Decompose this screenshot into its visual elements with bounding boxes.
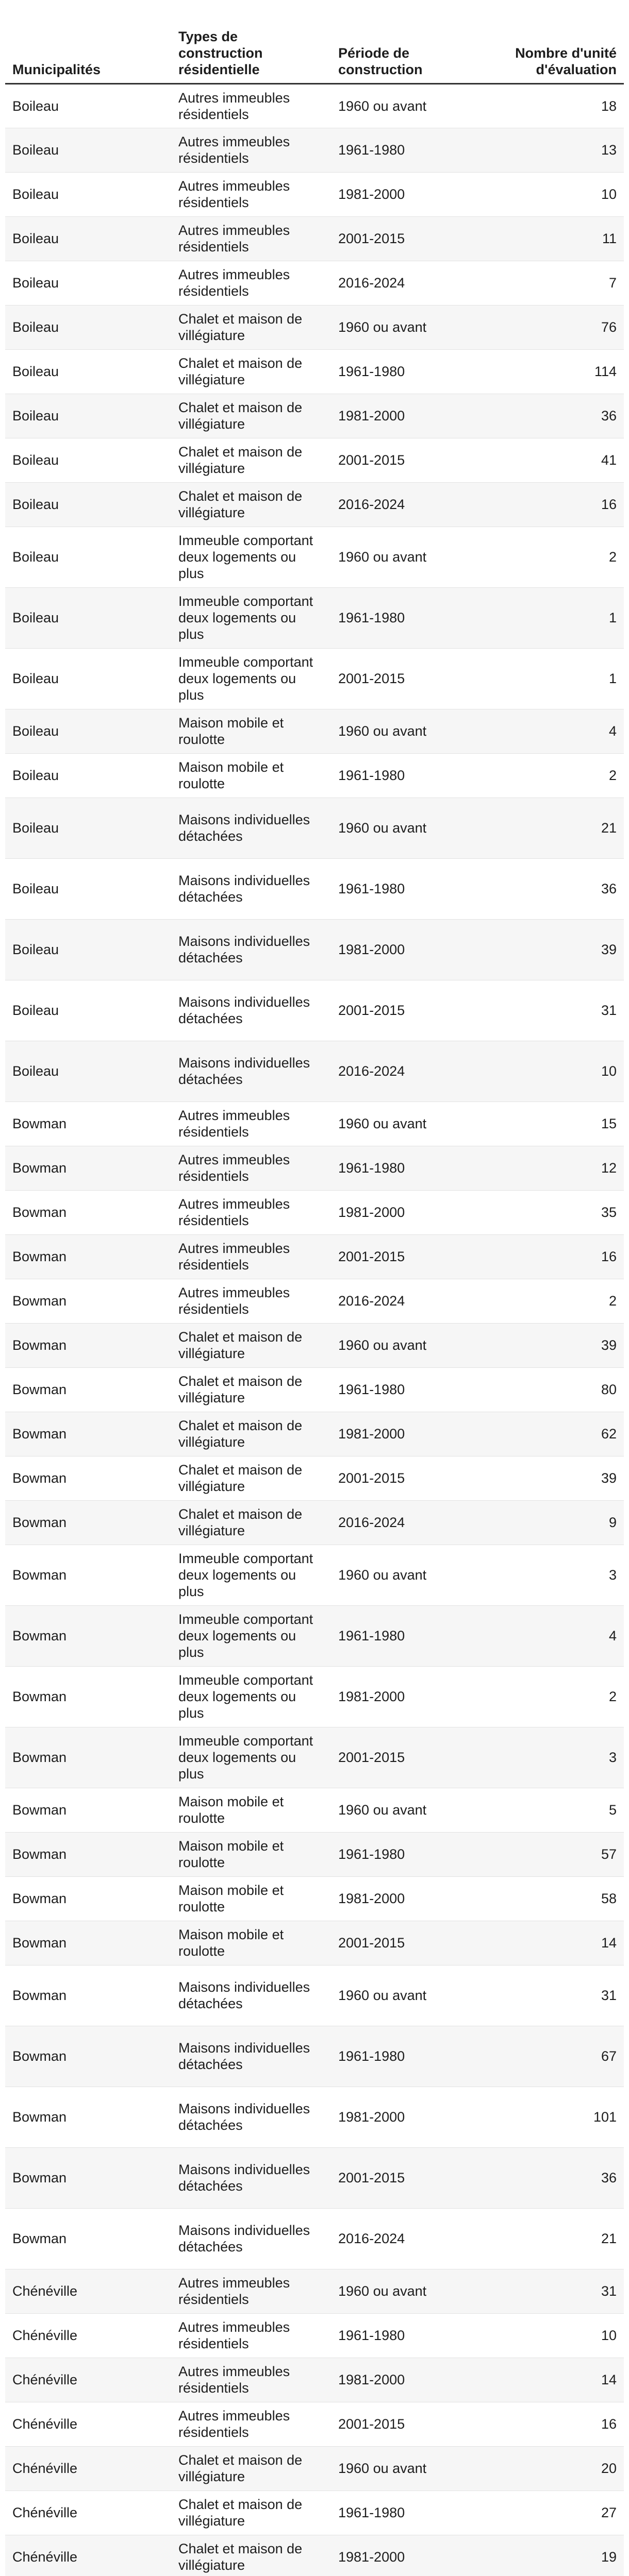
cell-municipalite: Boileau <box>5 394 171 438</box>
cell-type-construction: Maisons individuelles détachées <box>171 2026 331 2087</box>
cell-municipalite: Boileau <box>5 980 171 1041</box>
table-row <box>5 1279 624 1323</box>
cell-nombre-unites: 9 <box>501 1500 624 1545</box>
table-row <box>5 2087 624 2147</box>
cell-nombre-unites: 114 <box>501 349 624 394</box>
table-row <box>5 2358 624 2402</box>
cell-nombre-unites: 14 <box>501 1921 624 1965</box>
table-row <box>5 1190 624 1234</box>
cell-periode: 1961-1980 <box>331 1605 501 1666</box>
cell-periode: 1960 ou avant <box>331 798 501 858</box>
cell-type-construction: Maison mobile et roulotte <box>171 1832 331 1876</box>
cell-municipalite: Bowman <box>5 1832 171 1876</box>
table-row <box>5 1921 624 1965</box>
cell-periode: 2016-2024 <box>331 482 501 527</box>
cell-type-construction: Chalet et maison de villégiature <box>171 2490 331 2535</box>
cell-nombre-unites: 16 <box>501 1234 624 1279</box>
cell-periode: 2016-2024 <box>331 261 501 305</box>
cell-municipalite: Bowman <box>5 1279 171 1323</box>
cell-municipalite: Boileau <box>5 919 171 980</box>
cell-type-construction: Autres immeubles résidentiels <box>171 1101 331 1146</box>
cell-municipalite: Bowman <box>5 2087 171 2147</box>
cell-type-construction: Autres immeubles résidentiels <box>171 216 331 261</box>
cell-periode: 1961-1980 <box>331 1367 501 1412</box>
cell-type-construction: Chalet et maison de villégiature <box>171 2535 331 2576</box>
cell-municipalite: Bowman <box>5 1101 171 1146</box>
table-row <box>5 648 624 709</box>
cell-type-construction: Chalet et maison de villégiature <box>171 394 331 438</box>
table-row <box>5 2208 624 2269</box>
cell-periode: 2001-2015 <box>331 438 501 482</box>
table-row <box>5 587 624 648</box>
cell-nombre-unites: 1 <box>501 587 624 648</box>
cell-type-construction: Maison mobile et roulotte <box>171 1876 331 1921</box>
cell-municipalite: Boileau <box>5 753 171 798</box>
cell-periode: 1981-2000 <box>331 1666 501 1727</box>
cell-periode: 1960 ou avant <box>331 83 501 128</box>
cell-periode: 1981-2000 <box>331 394 501 438</box>
table-row <box>5 527 624 587</box>
cell-type-construction: Autres immeubles résidentiels <box>171 1190 331 1234</box>
cell-type-construction: Chalet et maison de villégiature <box>171 1456 331 1500</box>
cell-nombre-unites: 2 <box>501 527 624 587</box>
table-row <box>5 753 624 798</box>
cell-nombre-unites: 27 <box>501 2490 624 2535</box>
cell-nombre-unites: 80 <box>501 1367 624 1412</box>
table-row <box>5 1605 624 1666</box>
cell-periode: 2016-2024 <box>331 1279 501 1323</box>
cell-type-construction: Chalet et maison de villégiature <box>171 305 331 349</box>
table-row <box>5 2147 624 2208</box>
cell-periode: 1960 ou avant <box>331 1788 501 1832</box>
cell-nombre-unites: 57 <box>501 1832 624 1876</box>
data-table <box>5 0 624 2576</box>
table-row <box>5 1788 624 1832</box>
table-row <box>5 1727 624 1788</box>
cell-type-construction: Autres immeubles résidentiels <box>171 172 331 216</box>
cell-nombre-unites: 10 <box>501 1041 624 1101</box>
cell-municipalite: Bowman <box>5 2208 171 2269</box>
cell-nombre-unites: 67 <box>501 2026 624 2087</box>
cell-type-construction: Maisons individuelles détachées <box>171 980 331 1041</box>
cell-periode: 1960 ou avant <box>331 1323 501 1367</box>
cell-nombre-unites: 36 <box>501 2147 624 2208</box>
cell-type-construction: Immeuble comportant deux logements ou plus <box>171 1545 331 1605</box>
table-row <box>5 1146 624 1190</box>
cell-periode: 1960 ou avant <box>331 709 501 753</box>
cell-nombre-unites: 20 <box>501 2446 624 2490</box>
cell-periode: 1961-1980 <box>331 2026 501 2087</box>
cell-periode: 1960 ou avant <box>331 1545 501 1605</box>
cell-type-construction: Chalet et maison de villégiature <box>171 1412 331 1456</box>
cell-nombre-unites: 3 <box>501 1727 624 1788</box>
cell-periode: 2001-2015 <box>331 1234 501 1279</box>
table-row <box>5 1545 624 1605</box>
cell-periode: 1961-1980 <box>331 858 501 919</box>
table-row <box>5 1323 624 1367</box>
cell-periode: 1961-1980 <box>331 1146 501 1190</box>
table-row <box>5 2490 624 2535</box>
cell-type-construction: Maisons individuelles détachées <box>171 858 331 919</box>
table-row <box>5 128 624 172</box>
cell-nombre-unites: 18 <box>501 83 624 128</box>
cell-nombre-unites: 19 <box>501 2535 624 2576</box>
cell-periode: 1961-1980 <box>331 753 501 798</box>
table-row <box>5 1965 624 2026</box>
cell-nombre-unites: 101 <box>501 2087 624 2147</box>
cell-municipalite: Boileau <box>5 305 171 349</box>
cell-municipalite: Bowman <box>5 1965 171 2026</box>
cell-nombre-unites: 62 <box>501 1412 624 1456</box>
cell-periode: 2001-2015 <box>331 648 501 709</box>
cell-municipalite: Bowman <box>5 1727 171 1788</box>
cell-nombre-unites: 2 <box>501 1279 624 1323</box>
cell-nombre-unites: 12 <box>501 1146 624 1190</box>
cell-type-construction: Maisons individuelles détachées <box>171 2087 331 2147</box>
cell-nombre-unites: 15 <box>501 1101 624 1146</box>
cell-municipalite: Boileau <box>5 172 171 216</box>
table-row <box>5 1876 624 1921</box>
table-row <box>5 919 624 980</box>
table-header <box>5 0 624 83</box>
cell-municipalite: Bowman <box>5 1545 171 1605</box>
cell-municipalite: Boileau <box>5 349 171 394</box>
cell-type-construction: Autres immeubles résidentiels <box>171 1279 331 1323</box>
table-row <box>5 261 624 305</box>
cell-nombre-unites: 13 <box>501 128 624 172</box>
table-row <box>5 2313 624 2358</box>
cell-type-construction: Immeuble comportant deux logements ou plus <box>171 527 331 587</box>
cell-type-construction: Chalet et maison de villégiature <box>171 482 331 527</box>
cell-type-construction: Maisons individuelles détachées <box>171 2147 331 2208</box>
cell-nombre-unites: 4 <box>501 1605 624 1666</box>
table-row <box>5 1041 624 1101</box>
column-header-municipalites[interactable]: Municipalités <box>5 0 171 83</box>
cell-type-construction: Maisons individuelles détachées <box>171 2208 331 2269</box>
cell-type-construction: Autres immeubles résidentiels <box>171 261 331 305</box>
cell-periode: 1961-1980 <box>331 587 501 648</box>
cell-nombre-unites: 39 <box>501 919 624 980</box>
cell-municipalite: Bowman <box>5 1605 171 1666</box>
cell-nombre-unites: 7 <box>501 261 624 305</box>
cell-nombre-unites: 5 <box>501 1788 624 1832</box>
cell-municipalite: Bowman <box>5 1323 171 1367</box>
cell-type-construction: Maison mobile et roulotte <box>171 1788 331 1832</box>
cell-municipalite: Bowman <box>5 1234 171 1279</box>
cell-periode: 1961-1980 <box>331 128 501 172</box>
column-header-types-construction[interactable]: Types de construction résidentielle <box>171 0 331 83</box>
cell-periode: 1981-2000 <box>331 172 501 216</box>
table-row <box>5 798 624 858</box>
cell-periode: 1960 ou avant <box>331 2446 501 2490</box>
cell-nombre-unites: 2 <box>501 753 624 798</box>
cell-municipalite: Boileau <box>5 648 171 709</box>
table-row <box>5 349 624 394</box>
cell-periode: 2001-2015 <box>331 2147 501 2208</box>
cell-municipalite: Boileau <box>5 482 171 527</box>
cell-periode: 2016-2024 <box>331 1500 501 1545</box>
table-row <box>5 1101 624 1146</box>
cell-type-construction: Chalet et maison de villégiature <box>171 2446 331 2490</box>
cell-municipalite: Bowman <box>5 1788 171 1832</box>
cell-type-construction: Maisons individuelles détachées <box>171 798 331 858</box>
cell-periode: 2016-2024 <box>331 1041 501 1101</box>
table-row <box>5 394 624 438</box>
cell-nombre-unites: 31 <box>501 1965 624 2026</box>
cell-municipalite: Boileau <box>5 587 171 648</box>
table-row <box>5 172 624 216</box>
cell-municipalite: Boileau <box>5 128 171 172</box>
cell-type-construction: Chalet et maison de villégiature <box>171 349 331 394</box>
cell-periode: 2001-2015 <box>331 216 501 261</box>
cell-municipalite: Bowman <box>5 1666 171 1727</box>
table-row <box>5 2535 624 2576</box>
cell-nombre-unites: 36 <box>501 858 624 919</box>
cell-type-construction: Maisons individuelles détachées <box>171 919 331 980</box>
table-row <box>5 83 624 128</box>
cell-municipalite: Bowman <box>5 1412 171 1456</box>
cell-periode: 1981-2000 <box>331 2358 501 2402</box>
cell-municipalite: Bowman <box>5 1456 171 1500</box>
cell-municipalite: Boileau <box>5 709 171 753</box>
cell-type-construction: Chalet et maison de villégiature <box>171 1323 331 1367</box>
cell-type-construction: Maisons individuelles détachées <box>171 1041 331 1101</box>
header-row <box>5 0 624 83</box>
cell-nombre-unites: 31 <box>501 2269 624 2313</box>
table-row <box>5 2026 624 2087</box>
column-header-nombre-unites[interactable]: Nombre d'unité d'évaluation <box>501 0 624 83</box>
cell-municipalite: Bowman <box>5 1367 171 1412</box>
cell-nombre-unites: 10 <box>501 172 624 216</box>
cell-municipalite: Bowman <box>5 1921 171 1965</box>
cell-municipalite: Chénéville <box>5 2446 171 2490</box>
cell-type-construction: Maisons individuelles détachées <box>171 1965 331 2026</box>
cell-nombre-unites: 21 <box>501 2208 624 2269</box>
table-row <box>5 980 624 1041</box>
cell-municipalite: Boileau <box>5 83 171 128</box>
cell-nombre-unites: 31 <box>501 980 624 1041</box>
cell-nombre-unites: 39 <box>501 1323 624 1367</box>
cell-municipalite: Chénéville <box>5 2269 171 2313</box>
cell-periode: 1960 ou avant <box>331 1965 501 2026</box>
cell-municipalite: Boileau <box>5 216 171 261</box>
cell-periode: 1961-1980 <box>331 349 501 394</box>
cell-type-construction: Autres immeubles résidentiels <box>171 2358 331 2402</box>
cell-periode: 2001-2015 <box>331 1456 501 1500</box>
cell-municipalite: Bowman <box>5 2147 171 2208</box>
cell-type-construction: Autres immeubles résidentiels <box>171 2402 331 2446</box>
cell-periode: 1981-2000 <box>331 2087 501 2147</box>
cell-municipalite: Bowman <box>5 1146 171 1190</box>
cell-nombre-unites: 10 <box>501 2313 624 2358</box>
cell-municipalite: Chénéville <box>5 2535 171 2576</box>
cell-type-construction: Chalet et maison de villégiature <box>171 438 331 482</box>
cell-nombre-unites: 2 <box>501 1666 624 1727</box>
cell-periode: 2001-2015 <box>331 2402 501 2446</box>
cell-periode: 2016-2024 <box>331 2208 501 2269</box>
cell-periode: 1981-2000 <box>331 1412 501 1456</box>
cell-periode: 1960 ou avant <box>331 305 501 349</box>
cell-municipalite: Boileau <box>5 858 171 919</box>
cell-periode: 1960 ou avant <box>331 1101 501 1146</box>
table-row <box>5 1234 624 1279</box>
cell-nombre-unites: 14 <box>501 2358 624 2402</box>
table-row <box>5 1832 624 1876</box>
cell-type-construction: Maison mobile et roulotte <box>171 1921 331 1965</box>
table-body <box>5 83 624 2576</box>
cell-municipalite: Bowman <box>5 1876 171 1921</box>
cell-type-construction: Autres immeubles résidentiels <box>171 128 331 172</box>
table-row <box>5 438 624 482</box>
cell-municipalite: Boileau <box>5 798 171 858</box>
cell-nombre-unites: 21 <box>501 798 624 858</box>
table-row <box>5 1666 624 1727</box>
cell-municipalite: Chénéville <box>5 2490 171 2535</box>
cell-periode: 1960 ou avant <box>331 2269 501 2313</box>
cell-nombre-unites: 1 <box>501 648 624 709</box>
cell-type-construction: Immeuble comportant deux logements ou plus <box>171 587 331 648</box>
table-row <box>5 216 624 261</box>
cell-type-construction: Autres immeubles résidentiels <box>171 1234 331 1279</box>
cell-nombre-unites: 4 <box>501 709 624 753</box>
cell-periode: 1981-2000 <box>331 1190 501 1234</box>
column-header-periode-construction[interactable]: Période de construction <box>331 0 501 83</box>
cell-type-construction: Immeuble comportant deux logements ou plus <box>171 1727 331 1788</box>
table-row <box>5 2402 624 2446</box>
cell-nombre-unites: 41 <box>501 438 624 482</box>
table-row <box>5 1367 624 1412</box>
table-row <box>5 1412 624 1456</box>
cell-nombre-unites: 36 <box>501 394 624 438</box>
cell-nombre-unites: 11 <box>501 216 624 261</box>
cell-nombre-unites: 16 <box>501 2402 624 2446</box>
table-row <box>5 709 624 753</box>
cell-nombre-unites: 3 <box>501 1545 624 1605</box>
cell-municipalite: Boileau <box>5 261 171 305</box>
cell-nombre-unites: 39 <box>501 1456 624 1500</box>
cell-periode: 1981-2000 <box>331 1876 501 1921</box>
cell-nombre-unites: 76 <box>501 305 624 349</box>
table-row <box>5 1500 624 1545</box>
cell-type-construction: Autres immeubles résidentiels <box>171 2269 331 2313</box>
table-row <box>5 305 624 349</box>
cell-periode: 1981-2000 <box>331 2535 501 2576</box>
cell-municipalite: Chénéville <box>5 2313 171 2358</box>
cell-municipalite: Boileau <box>5 1041 171 1101</box>
cell-periode: 1981-2000 <box>331 919 501 980</box>
cell-type-construction: Chalet et maison de villégiature <box>171 1367 331 1412</box>
cell-municipalite: Boileau <box>5 438 171 482</box>
cell-type-construction: Autres immeubles résidentiels <box>171 2313 331 2358</box>
table-row <box>5 1456 624 1500</box>
cell-municipalite: Bowman <box>5 1500 171 1545</box>
cell-periode: 1960 ou avant <box>331 527 501 587</box>
cell-type-construction: Immeuble comportant deux logements ou plus <box>171 1666 331 1727</box>
cell-municipalite: Bowman <box>5 2026 171 2087</box>
cell-nombre-unites: 35 <box>501 1190 624 1234</box>
cell-type-construction: Maison mobile et roulotte <box>171 709 331 753</box>
cell-periode: 2001-2015 <box>331 1727 501 1788</box>
table-row <box>5 858 624 919</box>
cell-periode: 1961-1980 <box>331 2490 501 2535</box>
cell-periode: 1961-1980 <box>331 1832 501 1876</box>
table-row <box>5 482 624 527</box>
table-row <box>5 2446 624 2490</box>
cell-municipalite: Bowman <box>5 1190 171 1234</box>
cell-type-construction: Chalet et maison de villégiature <box>171 1500 331 1545</box>
cell-periode: 1961-1980 <box>331 2313 501 2358</box>
cell-periode: 2001-2015 <box>331 980 501 1041</box>
cell-type-construction: Immeuble comportant deux logements ou plus <box>171 648 331 709</box>
cell-type-construction: Immeuble comportant deux logements ou plus <box>171 1605 331 1666</box>
cell-nombre-unites: 58 <box>501 1876 624 1921</box>
cell-type-construction: Maison mobile et roulotte <box>171 753 331 798</box>
cell-municipalite: Chénéville <box>5 2402 171 2446</box>
cell-nombre-unites: 16 <box>501 482 624 527</box>
cell-periode: 2001-2015 <box>331 1921 501 1965</box>
cell-type-construction: Autres immeubles résidentiels <box>171 1146 331 1190</box>
cell-municipalite: Chénéville <box>5 2358 171 2402</box>
table-row <box>5 2269 624 2313</box>
cell-type-construction: Autres immeubles résidentiels <box>171 83 331 128</box>
cell-municipalite: Boileau <box>5 527 171 587</box>
